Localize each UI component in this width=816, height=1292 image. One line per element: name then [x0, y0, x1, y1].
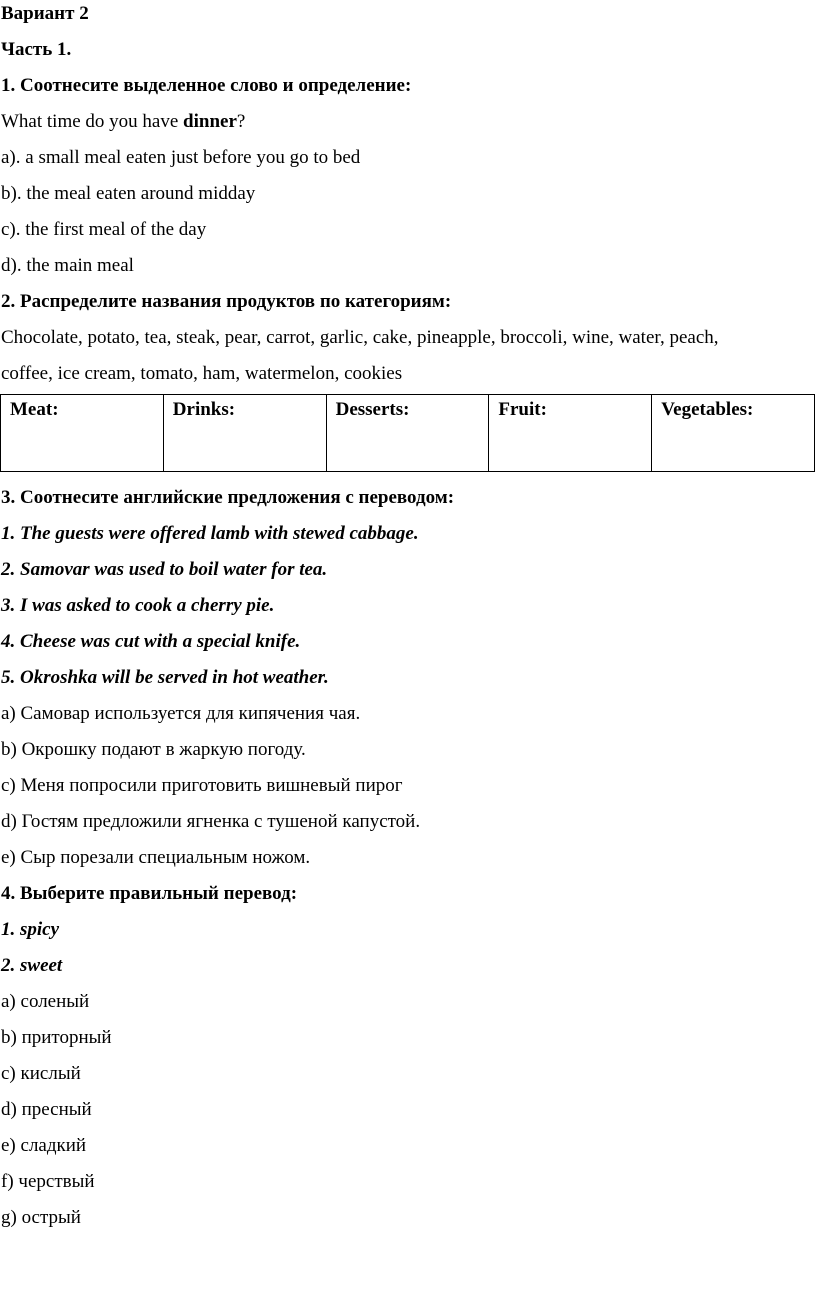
task3-title: 3. Соотнесите английские предложения с переводом: — [1, 487, 455, 508]
task4-option: a) соленый — [1, 991, 90, 1012]
task2-products-line: coffee, ice cream, tomato, ham, watermelon, cookies — [1, 363, 403, 384]
category-cell-drinks[interactable]: Drinks: — [163, 395, 326, 472]
task3-translation: a) Самовар используется для кипячения чая. — [1, 703, 361, 724]
category-cell-fruit[interactable]: Fruit: — [489, 395, 652, 472]
task2-products-line: Chocolate, potato, tea, steak, pear, carrot, garlic, cake, pineapple, broccoli, wine, water, peach, — [1, 327, 719, 348]
task4-option: g) острый — [1, 1207, 81, 1228]
task3-sentence: 4. Cheese was cut with a special knife. — [1, 631, 301, 652]
category-cell-desserts[interactable]: Desserts: — [326, 395, 489, 472]
task4-title: 4. Выберите правильный перевод: — [1, 883, 298, 904]
category-cell-meat[interactable]: Meat: — [1, 395, 164, 472]
worksheet-page — [1, 0, 813, 1236]
task4-option: e) сладкий — [1, 1135, 87, 1156]
task1-question-suffix: ? — [236, 111, 246, 132]
task1-option: d). the main meal — [1, 255, 134, 276]
task3-translation: e) Сыр порезали специальным ножом. — [1, 847, 311, 868]
task3-sentence: 5. Okroshka will be served in hot weather. — [1, 667, 329, 688]
task3-translation: b) Окрошку подают в жаркую погоду. — [1, 739, 306, 760]
category-cell-vegetables[interactable]: Vegetables: — [652, 395, 815, 472]
task4-option: c) кислый — [1, 1063, 81, 1084]
task1-option: b). the meal eaten around midday — [1, 183, 256, 204]
task4-option: b) приторный — [1, 1027, 112, 1048]
task4-word: 1. spicy — [1, 919, 60, 940]
task3-sentence: 3. I was asked to cook a cherry pie. — [1, 595, 275, 616]
task4-option: f) черствый — [1, 1171, 95, 1192]
task4-option: d) пресный — [1, 1099, 92, 1120]
task1-option: a). a small meal eaten just before you go to bed — [1, 147, 361, 168]
task1-option: c). the first meal of the day — [1, 219, 207, 240]
task1-question-prefix: What time do you have — [1, 111, 184, 132]
task1-question — [1, 104, 813, 140]
task3-translation: d) Гостям предложили ягненка с тушеной капустой. — [1, 811, 421, 832]
task1-highlighted-word: dinner — [183, 111, 237, 132]
category-table-wrapper — [1, 394, 813, 480]
task3-translation: c) Меня попросили приготовить вишневый пирог — [1, 775, 403, 796]
task3-sentence: 2. Samovar was used to boil water for tea. — [1, 559, 328, 580]
task1-title: 1. Соотнесите выделенное слово и определение: — [1, 75, 412, 96]
task4-word: 2. sweet — [1, 955, 63, 976]
task2-title: 2. Распределите названия продуктов по категориям: — [1, 291, 452, 312]
part-heading: Часть 1. — [1, 39, 72, 60]
category-table — [0, 394, 815, 472]
category-table-row — [1, 395, 815, 472]
task3-sentence: 1. The guests were offered lamb with stewed cabbage. — [1, 523, 419, 544]
variant-heading: Вариант 2 — [1, 3, 89, 24]
